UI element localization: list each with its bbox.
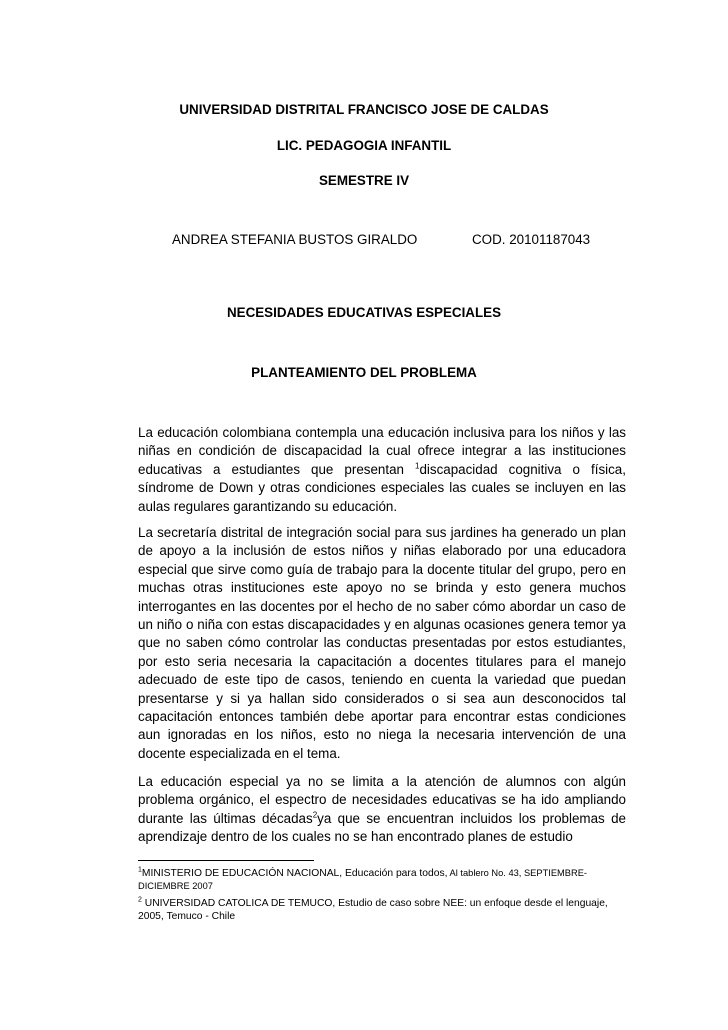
footnote-1-detail: Al tablero No. 43, SEPTIEMBRE-DICIEMBRE 2007: [138, 868, 587, 891]
footnote-2-marker: 2: [138, 896, 142, 904]
paragraph-3: [138, 773, 626, 847]
footnote-2: [138, 897, 628, 923]
footnote-1-marker: 1: [138, 866, 142, 874]
student-code: COD. 20101187043: [472, 232, 591, 247]
document-title: NECESIDADES EDUCATIVAS ESPECIALES: [226, 305, 502, 320]
paragraph-2: La secretaría distrital de integración social para sus jardines ha generado un plan de apoyo a la inclusión de estos niños y niñas elaborado por una educadora especial que sirve como guía de trabajo para la docente titular del grupo, pero en muchas otras instituciones este apoyo no se brinda y esto genera muchos interrogantes en las docentes por el hecho de no saber cómo abordar un caso de un niño o niña con estas discapacidades y en algunas ocasiones genera temor ya que no saben cómo controlar las conductas presentadas por estos estudiantes, por esto seria necesaria la capacitación a docentes titulares para el manejo adecuado de este tipo de casos, teniendo en cuenta la variedad que puedan presentarse y si ya hallan sido considerados o si sea aun desconocidos tal capacitación entonces también debe aportar para encontrar estas condiciones aun ignoradas en los niños, esto no niega la necesaria intervención de una docente especializada en el tema.: [138, 525, 626, 761]
author-name: ANDREA STEFANIA BUSTOS GIRALDO: [172, 232, 418, 247]
paragraph-3-text-b: ya que se encuentran incluidos los problemas de aprendizaje dentro de los cuales no se han encontrado planes de estudio: [138, 810, 626, 845]
footnote-1-text: MINISTERIO DE EDUCACIÓN NACIONAL, Educación para todos,: [141, 868, 448, 879]
footnote-ref-2: 2: [312, 810, 318, 820]
footnote-2-text: UNIVERSIDAD CATOLICA DE TEMUCO, Estudio de caso sobre NEE: un enfoque desde el lenguaje, 2005, Temuco - Chile: [138, 898, 608, 922]
university-name: UNIVERSIDAD DISTRITAL FRANCISCO JOSE DE CALDAS: [179, 102, 549, 117]
semester-label: SEMESTRE IV: [318, 173, 410, 188]
program-name: LIC. PEDAGOGIA INFANTIL: [276, 138, 452, 153]
paragraph-1: [138, 424, 626, 516]
paragraph-3-text-a: La educación especial ya no se limita a la atención de alumnos con algún problema orgánico, el espectro de necesidades educativas se ha ido ampliando durante las últimas décadas: [138, 774, 626, 826]
paragraph-1-text-b: discapacidad cognitiva o física, síndrome de Down y otras condiciones especiales las cuales se incluyen en las aulas regulares garantizando su educación.: [138, 461, 626, 514]
section-heading: PLANTEAMIENTO DEL PROBLEMA: [251, 365, 477, 380]
footnote-separator: [138, 860, 314, 861]
footnote-ref-1: 1: [415, 461, 420, 471]
author-row: [0, 232, 728, 250]
paragraph-1-text-a: La educación colombiana contempla una educación inclusiva para los niños y las niñas en condición de discapacidad la cual ofrece integrar a las instituciones educativas a estudiantes que presentan: [138, 425, 626, 477]
footnote-1: [138, 867, 628, 893]
